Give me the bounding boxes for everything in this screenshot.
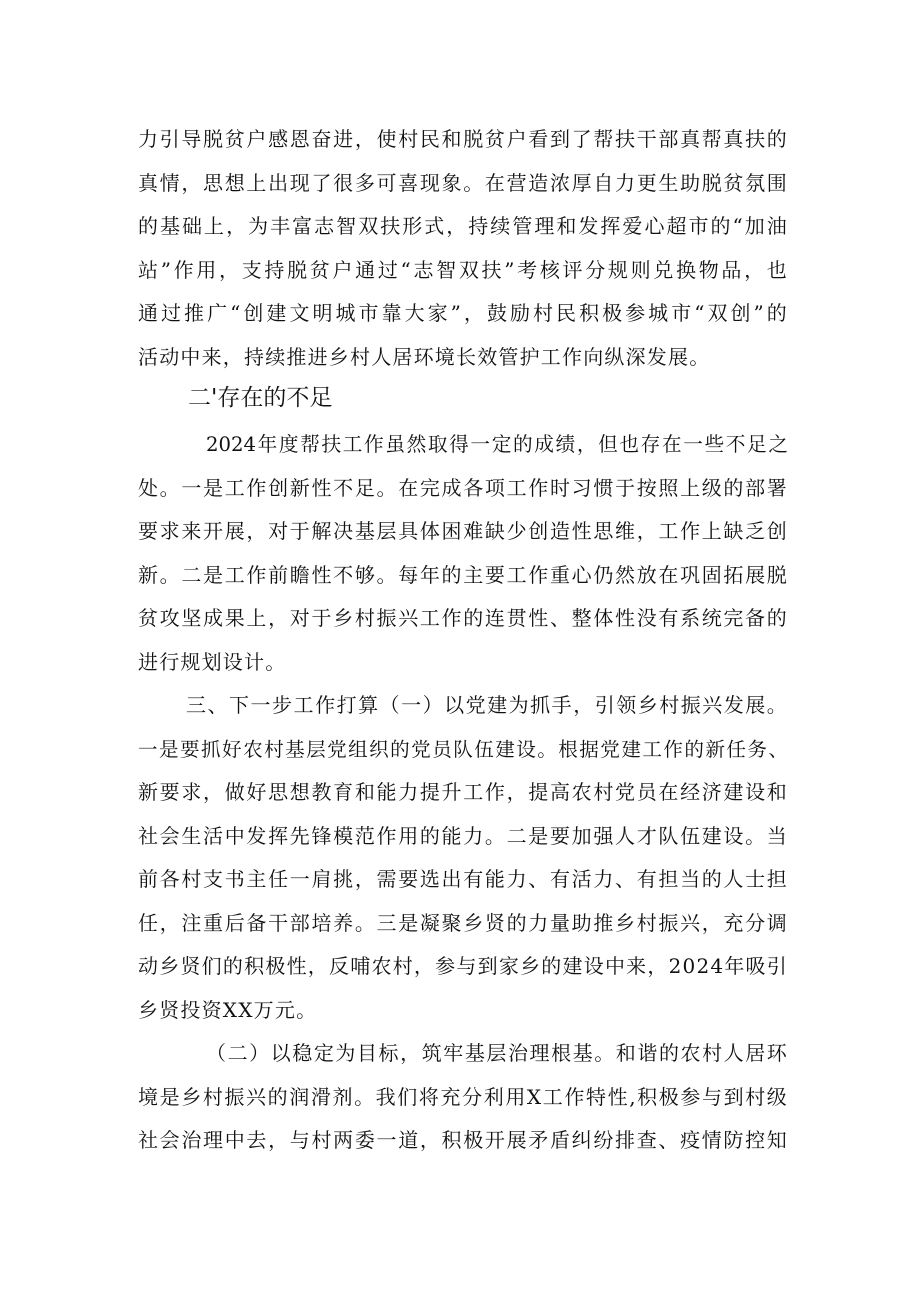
paragraph-stability [138, 1032, 788, 1163]
text-line: 贫攻坚成果上，对于乡村振兴工作的连贯性、整体性没有系统完备的 [138, 606, 788, 630]
text-line: 要求来开展，对于解决基层具体困难缺少创造性思维，工作上缺乏创 [138, 519, 788, 543]
text-line: 新。二是工作前瞻性不够。每年的主要工作重心仍然放在巩固拓展脱 [138, 562, 788, 587]
text-line: 三、下一步工作打算（一）以党建为抓手，引领乡村振兴发展。 [186, 693, 788, 717]
paragraph-next-steps [138, 684, 788, 1032]
text-line: 社会治理中去，与村两委一道，积极开展矛盾纠纷排查、疫情防控知 [138, 1128, 788, 1152]
text-line: 乡贤投资XX万元。 [138, 997, 318, 1022]
text-line: 新要求，做好思想教育和能力提升工作，提高农村党员在经济建设和 [138, 780, 788, 804]
text-line: 通过推广“创建文明城市靠大家”，鼓励村民积极参城市“双创”的 [138, 301, 788, 325]
text-line: 境是乡村振兴的润滑剂。我们将充分利用X工作特性,积极参与到村级 [138, 1084, 788, 1109]
text-line: 站”作用，支持脱贫户通过“志智双扶”考核评分规则兑换物品，也 [138, 257, 788, 282]
text-line: 一是要抓好农村基层党组织的党员队伍建设。根据党建工作的新任务、 [138, 737, 788, 761]
text-line: 进行规划设计。 [138, 649, 287, 674]
text-line: （二）以稳定为目标，筑牢基层治理根基。和谐的农村人居环 [206, 1041, 788, 1065]
paragraph-intro-continuation [138, 118, 788, 379]
text-line: 的基础上，为丰富志智双扶形式，持续管理和发挥爱心超市的“加油 [138, 214, 788, 238]
text-line: 任，注重后备干部培养。三是凝聚乡贤的力量助推乡村振兴，充分调 [138, 910, 788, 935]
text-line: 2024年度帮扶工作虽然取得一定的成绩，但也存在一些不足之 [206, 433, 788, 456]
section-heading-shortcomings: 二'存在的不足 [188, 385, 333, 411]
text-line: 前各村支书主任一肩挑，需要选出有能力、有活力、有担当的人士担 [138, 867, 788, 891]
text-line: 社会生活中发挥先锋模范作用的能力。二是要加强人才队伍建设。当 [138, 823, 788, 848]
text-line: 真情，思想上出现了很多可喜现象。在营造浓厚自力更生助脱贫氛围 [138, 170, 788, 195]
text-line: 活动中来，持续推进乡村人居环境长效管护工作向纵深发展。 [138, 344, 711, 369]
text-line: 动乡贤们的积极性，反哺农村，参与到家乡的建设中来，2024年吸引 [138, 954, 788, 978]
paragraph-shortcomings [138, 423, 788, 684]
text-line: 力引导脱贫户感恩奋进，使村民和脱贫户看到了帮扶干部真帮真扶的 [138, 127, 788, 151]
text-line: 处。一是工作创新性不足。在完成各项工作时习惯于按照上级的部署 [138, 475, 788, 500]
